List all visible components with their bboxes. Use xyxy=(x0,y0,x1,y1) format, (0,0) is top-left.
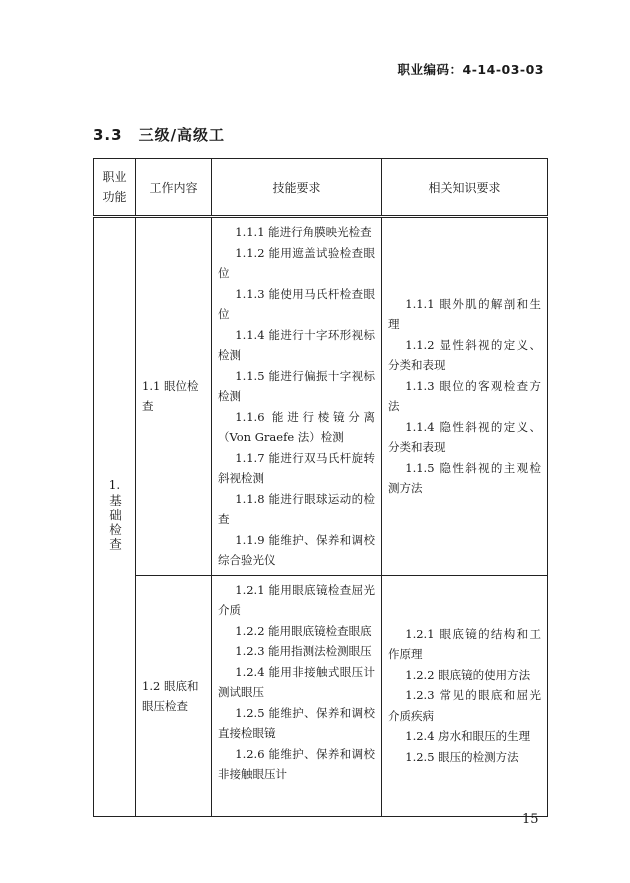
knowledge-item: 1.2.5 眼压的检测方法 xyxy=(405,749,519,764)
header-function: 职业 功能 xyxy=(94,159,136,217)
knowledge-item: 1.2.2 眼底镜的使用方法 xyxy=(405,667,531,682)
knowledge-cell xyxy=(382,217,548,576)
skill-item: 1.2.5 能维护、保养和调校直接检眼镜 xyxy=(218,705,375,740)
skills-cell xyxy=(212,217,382,576)
function-name: 基础检查 xyxy=(107,494,123,553)
skill-item: 1.1.3 能使用马氏杆检查眼位 xyxy=(218,286,375,321)
knowledge-item: 1.2.3 常见的眼底和屈光介质疾病 xyxy=(388,688,541,723)
header-skills: 技能要求 xyxy=(212,159,382,217)
knowledge-item: 1.2.1 眼底镜的结构和工作原理 xyxy=(388,626,541,662)
content-cell xyxy=(136,217,212,576)
knowledge-item: 1.1.1 眼外肌的解剖和生理 xyxy=(388,296,541,332)
skill-item: 1.1.7 能进行双马氏杆旋转斜视检测 xyxy=(218,450,375,485)
work-content: 1.2 眼底和眼压检查 xyxy=(142,678,199,713)
skill-item: 1.2.2 能用眼底镜检查眼底 xyxy=(235,623,372,638)
skill-item: 1.1.9 能维护、保养和调校综合验光仪 xyxy=(218,532,375,567)
knowledge-item: 1.1.2 显性斜视的定义、分类和表现 xyxy=(388,337,541,373)
skills-table xyxy=(93,158,548,817)
table-header-row xyxy=(94,159,548,217)
skill-item: 1.1.4 能进行十字环形视标检测 xyxy=(218,327,375,362)
header-knowledge: 相关知识要求 xyxy=(382,159,548,217)
skill-item: 1.1.6 能进行棱镜分离（Von Graefe 法）检测 xyxy=(218,409,375,444)
work-content: 1.1 眼位检查 xyxy=(142,379,199,414)
skill-item: 1.1.1 能进行角膜映光检查 xyxy=(235,225,372,239)
skill-item: 1.1.8 能进行眼球运动的检查 xyxy=(218,491,375,526)
knowledge-item: 1.2.4 房水和眼压的生理 xyxy=(405,729,531,744)
page-number: 15 xyxy=(522,812,539,827)
skill-item: 1.2.3 能用指测法检测眼压 xyxy=(235,644,372,658)
skill-item: 1.1.2 能用遮盖试验检查眼位 xyxy=(218,245,375,280)
skill-item: 1.2.1 能用眼底镜检查屈光介质 xyxy=(218,582,375,617)
skills-cell xyxy=(212,575,382,816)
knowledge-item: 1.1.5 隐性斜视的主观检测方法 xyxy=(388,460,541,496)
skill-item: 1.1.5 能进行偏振十字视标检测 xyxy=(218,368,375,403)
knowledge-item: 1.1.3 眼位的客观检查方法 xyxy=(388,378,541,414)
table-row xyxy=(94,217,548,576)
function-number: 1. xyxy=(108,478,121,493)
occupation-code: 职业编码：4-14-03-03 xyxy=(397,62,544,77)
header-content: 工作内容 xyxy=(136,159,212,217)
function-cell xyxy=(94,217,136,817)
knowledge-cell xyxy=(382,575,548,816)
content-cell xyxy=(136,575,212,816)
knowledge-item: 1.1.4 隐性斜视的定义、分类和表现 xyxy=(388,419,541,455)
skill-item: 1.2.6 能维护、保养和调校非接触眼压计 xyxy=(218,746,375,781)
skill-item: 1.2.4 能用非接触式眼压计测试眼压 xyxy=(218,664,375,699)
section-title: 3.3 三级/高级工 xyxy=(93,126,226,144)
table-row xyxy=(94,575,548,816)
